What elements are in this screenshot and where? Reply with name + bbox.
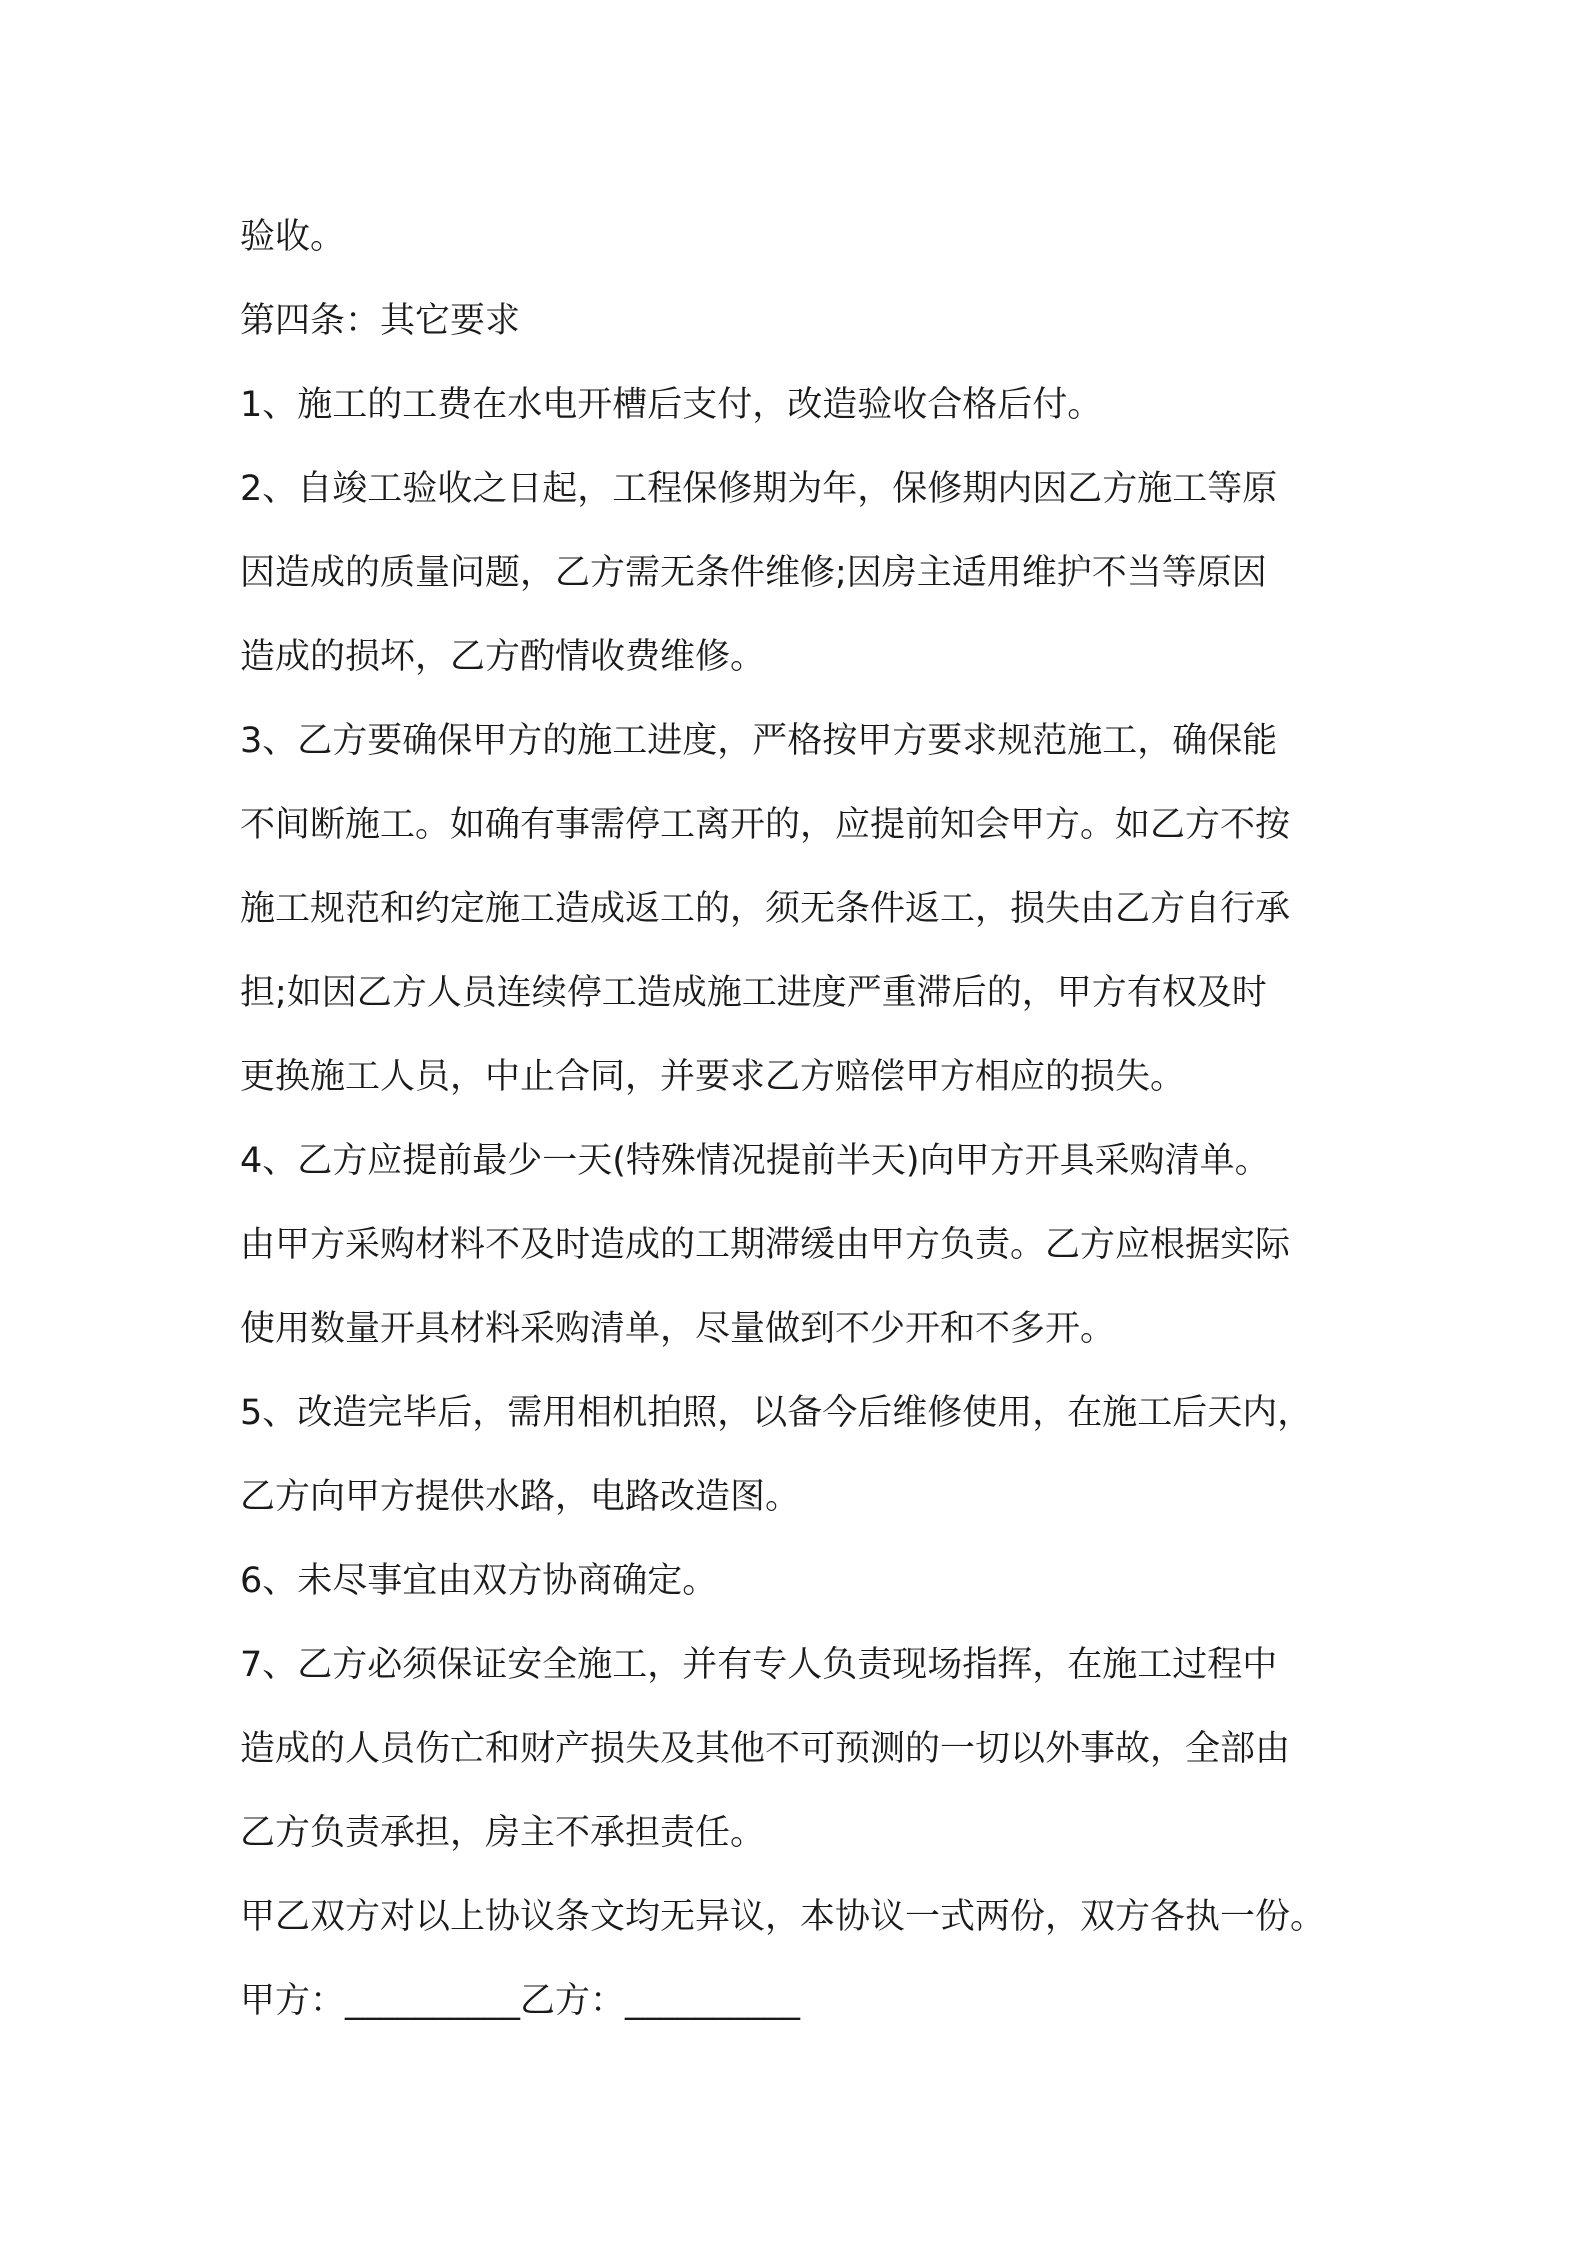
document-body xyxy=(240,195,1360,2043)
text-line: 由甲方采购材料不及时造成的工期滞缓由甲方负责。乙方应根据实际 xyxy=(240,1225,1291,1265)
text-line: 甲乙双方对以上协议条文均无异议，本协议一式两份，双方各执一份。 xyxy=(240,1897,1326,1937)
text-line: 乙方负责承担，房主不承担责任。 xyxy=(240,1813,766,1853)
signature-line xyxy=(240,1959,1360,2043)
text-line: 施工规范和约定施工造成返工的，须无条件返工，损失由乙方自行承 xyxy=(240,889,1291,929)
text-line: 造成的人员伤亡和财产损失及其他不可预测的一切以外事故，全部由 xyxy=(240,1729,1291,1769)
text-line: 3、乙方要确保甲方的施工进度，严格按甲方要求规范施工，确保能 xyxy=(240,721,1278,761)
text-line: 更换施工人员，中止合同，并要求乙方赔偿甲方相应的损失。 xyxy=(240,1057,1186,1097)
party-b-label: 乙方： xyxy=(520,1981,626,2021)
text-line: 1、施工的工费在水电开槽后支付，改造验收合格后付。 xyxy=(240,385,1103,425)
text-line: 担;如因乙方人员连续停工造成施工进度严重滞后的，甲方有权及时 xyxy=(240,973,1267,1013)
text-line: 乙方向甲方提供水路，电路改造图。 xyxy=(240,1477,801,1517)
section-heading: 第四条：其它要求 xyxy=(240,301,521,341)
text-line: 4、乙方应提前最少一天(特殊情况提前半天)向甲方开具采购清单。 xyxy=(240,1141,1270,1181)
party-b-signature-blank: __________ xyxy=(625,1981,801,2021)
text-line: 不间断施工。如确有事需停工离开的，应提前知会甲方。如乙方不按 xyxy=(240,805,1291,845)
text-line: 验收。 xyxy=(240,217,346,257)
text-line: 6、未尽事宜由双方协商确定。 xyxy=(240,1561,718,1601)
text-line: 7、乙方必须保证安全施工，并有专人负责现场指挥，在施工过程中 xyxy=(240,1645,1278,1685)
text-line: 2、自竣工验收之日起，工程保修期为年，保修期内因乙方施工等原 xyxy=(240,469,1278,509)
text-line: 使用数量开具材料采购清单，尽量做到不少开和不多开。 xyxy=(240,1309,1116,1349)
text-line: 因造成的质量问题，乙方需无条件维修;因房主适用维护不当等原因 xyxy=(240,553,1267,593)
party-a-signature-blank: __________ xyxy=(345,1981,521,2021)
text-line: 5、改造完毕后，需用相机拍照，以备今后维修使用，在施工后天内， xyxy=(240,1393,1313,1433)
text-line: 造成的损坏，乙方酌情收费维修。 xyxy=(240,637,766,677)
party-a-label: 甲方： xyxy=(240,1981,346,2021)
